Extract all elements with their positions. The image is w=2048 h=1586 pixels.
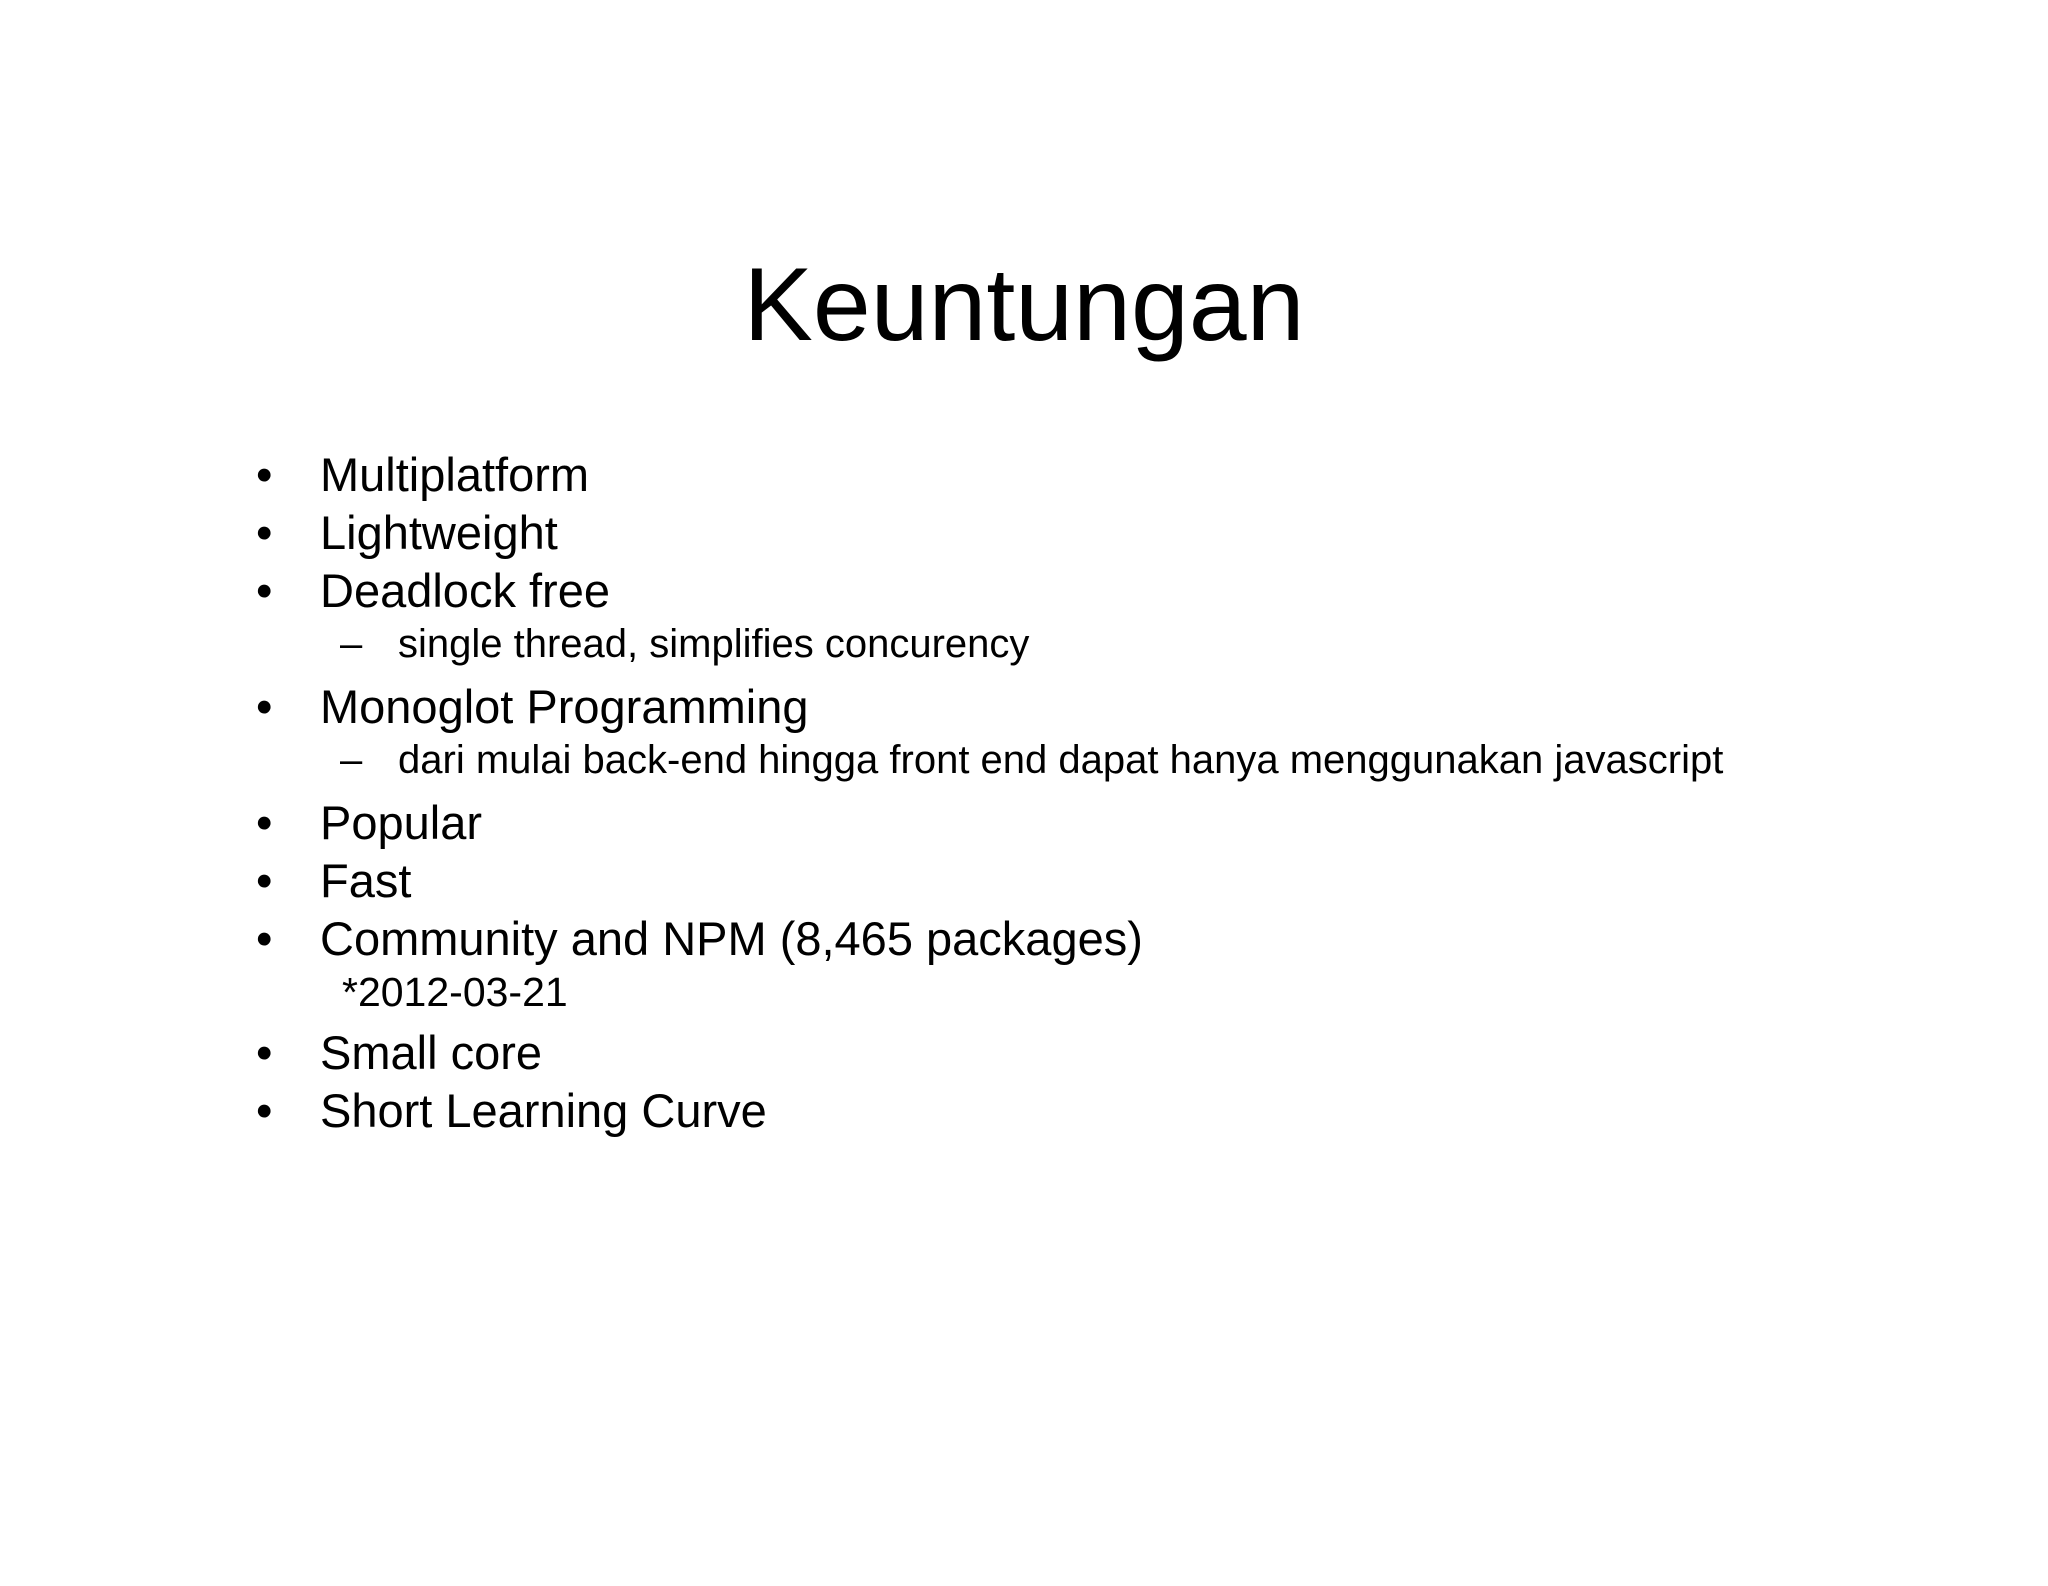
footnote: *2012-03-21 (342, 969, 568, 1015)
bullet-icon: • (256, 564, 273, 617)
bullet-text: Lightweight (320, 506, 558, 559)
slide-title: Keuntungan (743, 247, 1305, 363)
bullet-text: Community and NPM (8,465 packages) (320, 912, 1143, 965)
bullet-icon: • (256, 506, 273, 559)
bullet-icon: • (256, 1026, 273, 1079)
bullet-item (256, 446, 1756, 504)
bullet-text: Fast (320, 854, 412, 907)
sub-bullet-text: dari mulai back-end hingga front end dapat hanya menggunakan javascript (398, 738, 1724, 782)
bullet-item (256, 1024, 1756, 1082)
bullet-item (256, 852, 1756, 910)
dash-icon: – (340, 738, 363, 782)
bullet-text: Short Learning Curve (320, 1084, 767, 1137)
bullet-text: Monoglot Programming (320, 680, 809, 733)
bullet-text: Multiplatform (320, 448, 590, 501)
bullet-item (256, 504, 1756, 562)
bullet-item (256, 678, 1756, 736)
bullet-icon: • (256, 448, 273, 501)
bullet-item (256, 1082, 1756, 1140)
sub-bullet-text: single thread, simplifies concurency (398, 622, 1030, 666)
sub-bullet-item (256, 738, 1756, 782)
bullet-text: Deadlock free (320, 564, 610, 617)
bullet-list (256, 446, 1756, 1140)
bullet-item (256, 794, 1756, 852)
bullet-icon: • (256, 854, 273, 907)
bullet-text: Small core (320, 1026, 543, 1079)
bullet-item (256, 562, 1756, 620)
bullet-text: Popular (320, 796, 482, 849)
bullet-icon: • (256, 912, 273, 965)
bullet-item (256, 910, 1756, 968)
sub-bullet-item (256, 622, 1756, 666)
bullet-icon: • (256, 796, 273, 849)
dash-icon: – (340, 622, 363, 666)
bullet-icon: • (256, 1084, 273, 1137)
bullet-icon: • (256, 680, 273, 733)
